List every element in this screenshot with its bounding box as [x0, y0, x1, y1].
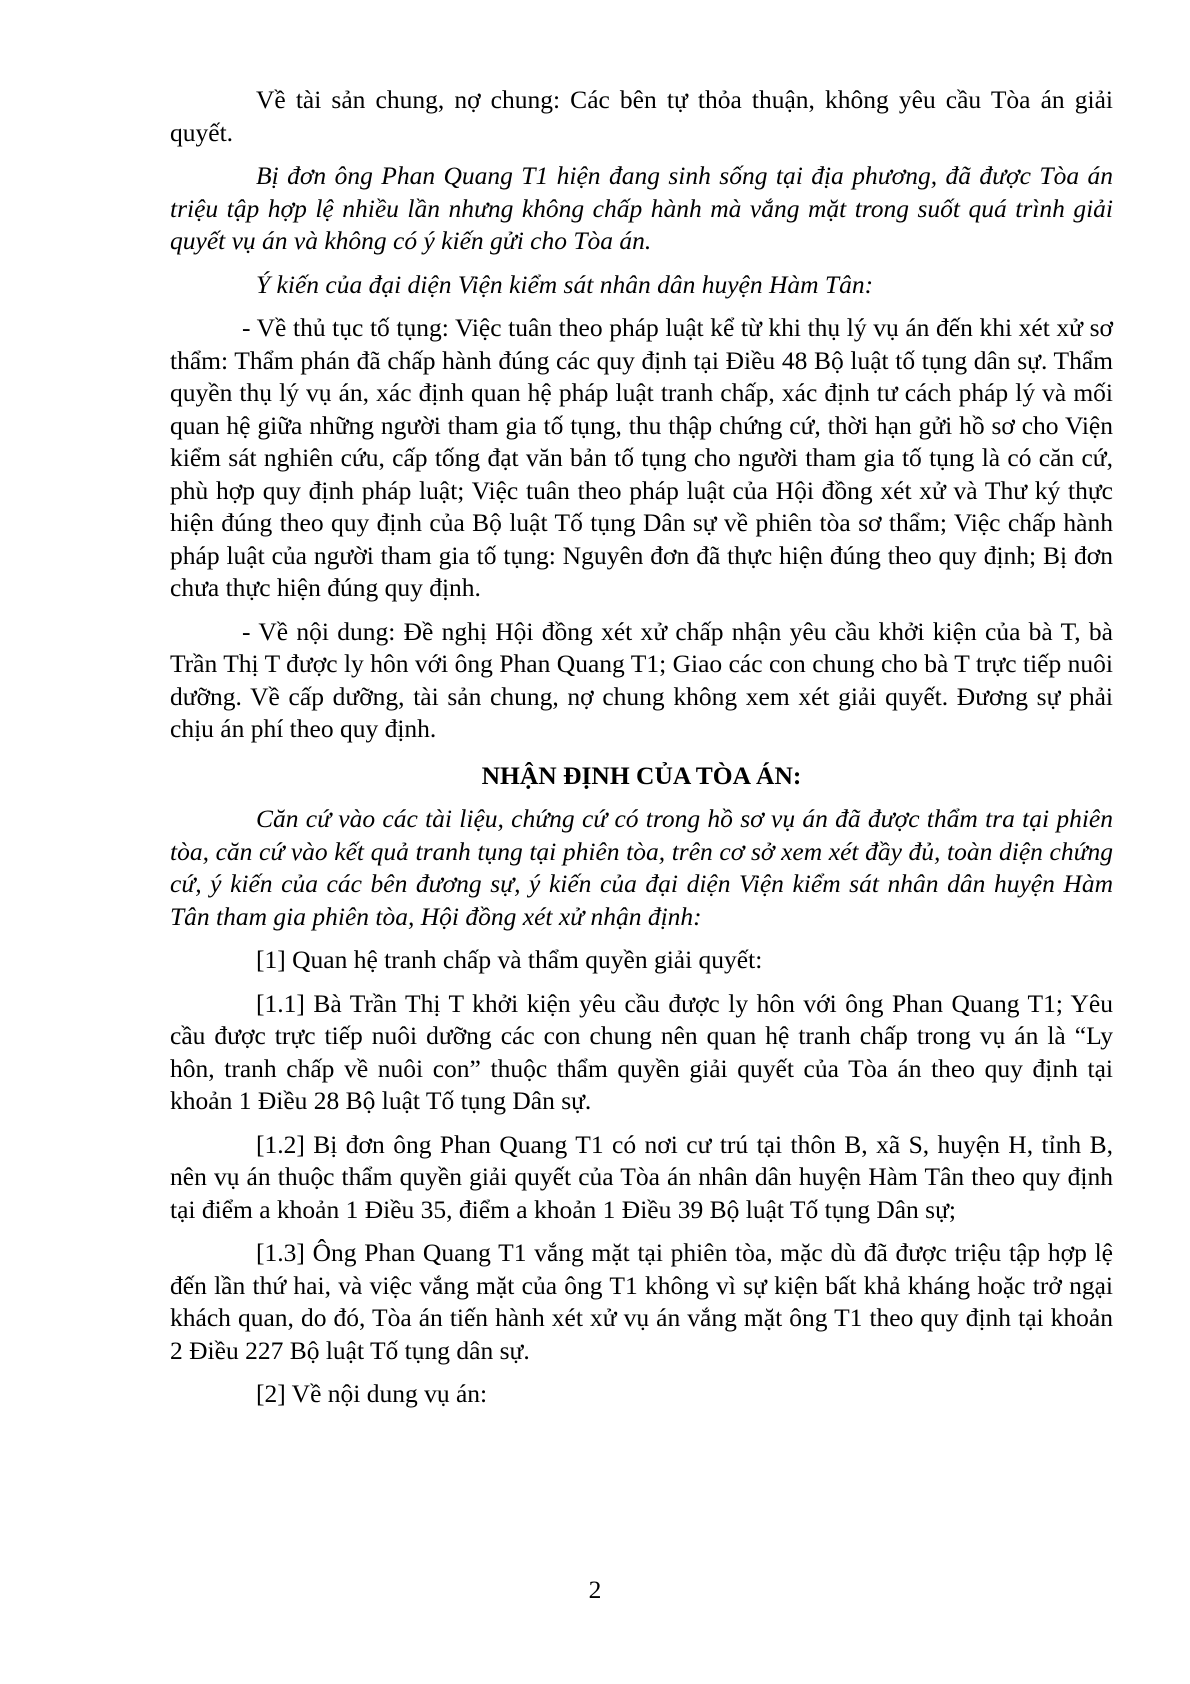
paragraph-content-proposal: - Về nội dung: Đề nghị Hội đồng xét xử chấp nhận yêu cầu khởi kiện của bà T, bà Trần Thị T được ly hôn với ông Phan Quang T1; Giao các con chung cho bà T trực tiếp nuôi dưỡng. Về cấp dưỡng, tài sản chung, nợ chung không xem xét giải quyết. Đương sự phải chịu án phí theo quy định. [170, 616, 1113, 743]
paragraph-item-1-3: [1.3] Ông Phan Quang T1 vắng mặt tại phiên tòa, mặc dù đã được triệu tập hợp lệ đến lần thứ hai, và việc vắng mặt của ông T1 không vì sự kiện bất khả kháng hoặc trở ngại khách quan, do đó, Tòa án tiến hành xét xử vụ án vắng mặt ông T1 theo quy định tại khoản 2 Điều 227 Bộ luật Tố tụng dân sự. [170, 1238, 1113, 1365]
section-heading-court-assessment: NHẬN ĐỊNH CỦA TÒA ÁN: [481, 760, 802, 790]
page-number: 2 [588, 1575, 602, 1604]
paragraph-defendant-absence: Bị đơn ông Phan Quang T1 hiện đang sinh sống tại địa phương, đã được Tòa án triệu tập hợp lệ nhiều lần nhưng không chấp hành mà vắng mặt trong suốt quá trình giải quyết vụ án và không có ý kiến gửi cho Tòa án. [170, 161, 1113, 255]
paragraph-assessment-basis: Căn cứ vào các tài liệu, chứng cứ có trong hồ sơ vụ án đã được thẩm tra tại phiên tòa, căn cứ vào kết quả tranh tụng tại phiên tòa, trên cơ sở xem xét đầy đủ, toàn diện chứng cứ, ý kiến của các bên đương sự, ý kiến của đại diện Viện kiểm sát nhân dân huyện Hàm Tân tham gia phiên tòa, Hội đồng xét xử nhận định: [170, 804, 1113, 931]
paragraph-item-1-2: [1.2] Bị đơn ông Phan Quang T1 có nơi cư trú tại thôn B, xã S, huyện H, tỉnh B, nên vụ án thuộc thẩm quyền giải quyết của Tòa án nhân dân huyện Hàm Tân theo quy định tại điểm a khoản 1 Điều 35, điểm a khoản 1 Điều 39 Bộ luật Tố tụng Dân sự; [170, 1129, 1113, 1224]
paragraph-item-2: [2] Về nội dung vụ án: [256, 1379, 488, 1408]
paragraph-item-1-1: [1.1] Bà Trần Thị T khởi kiện yêu cầu được ly hôn với ông Phan Quang T1; Yêu cầu được trực tiếp nuôi dưỡng các con chung nên quan hệ tranh chấp trong vụ án là “Ly hôn, tranh chấp về nuôi con” thuộc thẩm quyền giải quyết của Tòa án theo quy định tại khoản 1 Điều 28 Bộ luật Tố tụng Dân sự. [170, 988, 1113, 1115]
paragraph-item-1: [1] Quan hệ tranh chấp và thẩm quyền giải quyết: [256, 945, 763, 974]
paragraph-procedure: - Về thủ tục tố tụng: Việc tuân theo pháp luật kể từ khi thụ lý vụ án đến khi xét xử sơ thẩm: Thẩm phán đã chấp hành đúng các quy định tại Điều 48 Bộ luật tố tụng dân sự. Thẩm quyền thụ lý vụ án, xác định quan hệ pháp luật tranh chấp, xác định tư cách pháp lý và mối quan hệ giữa những người tham gia tố tụng, thu thập chứng cứ, thời hạn gửi hồ sơ cho Viện kiểm sát nghiên cứu, cấp tống đạt văn bản tố tụng cho người tham gia tố tụng là có căn cứ, phù hợp quy định pháp luật; Việc tuân theo pháp luật của Hội đồng xét xử và Thư ký thực hiện đúng theo quy định của Bộ luật Tố tụng Dân sự về phiên tòa sơ thẩm; Việc chấp hành pháp luật của người tham gia tố tụng: Nguyên đơn đã thực hiện đúng theo quy định; Bị đơn chưa thực hiện đúng quy định. [170, 313, 1113, 602]
paragraph-common-property: Về tài sản chung, nợ chung: Các bên tự thỏa thuận, không yêu cầu Tòa án giải quyết. [170, 85, 1113, 147]
document-page [170, 84, 1113, 1422]
paragraph-procuracy-opinion-heading: Ý kiến của đại diện Viện kiểm sát nhân dân huyện Hàm Tân: [256, 269, 874, 299]
